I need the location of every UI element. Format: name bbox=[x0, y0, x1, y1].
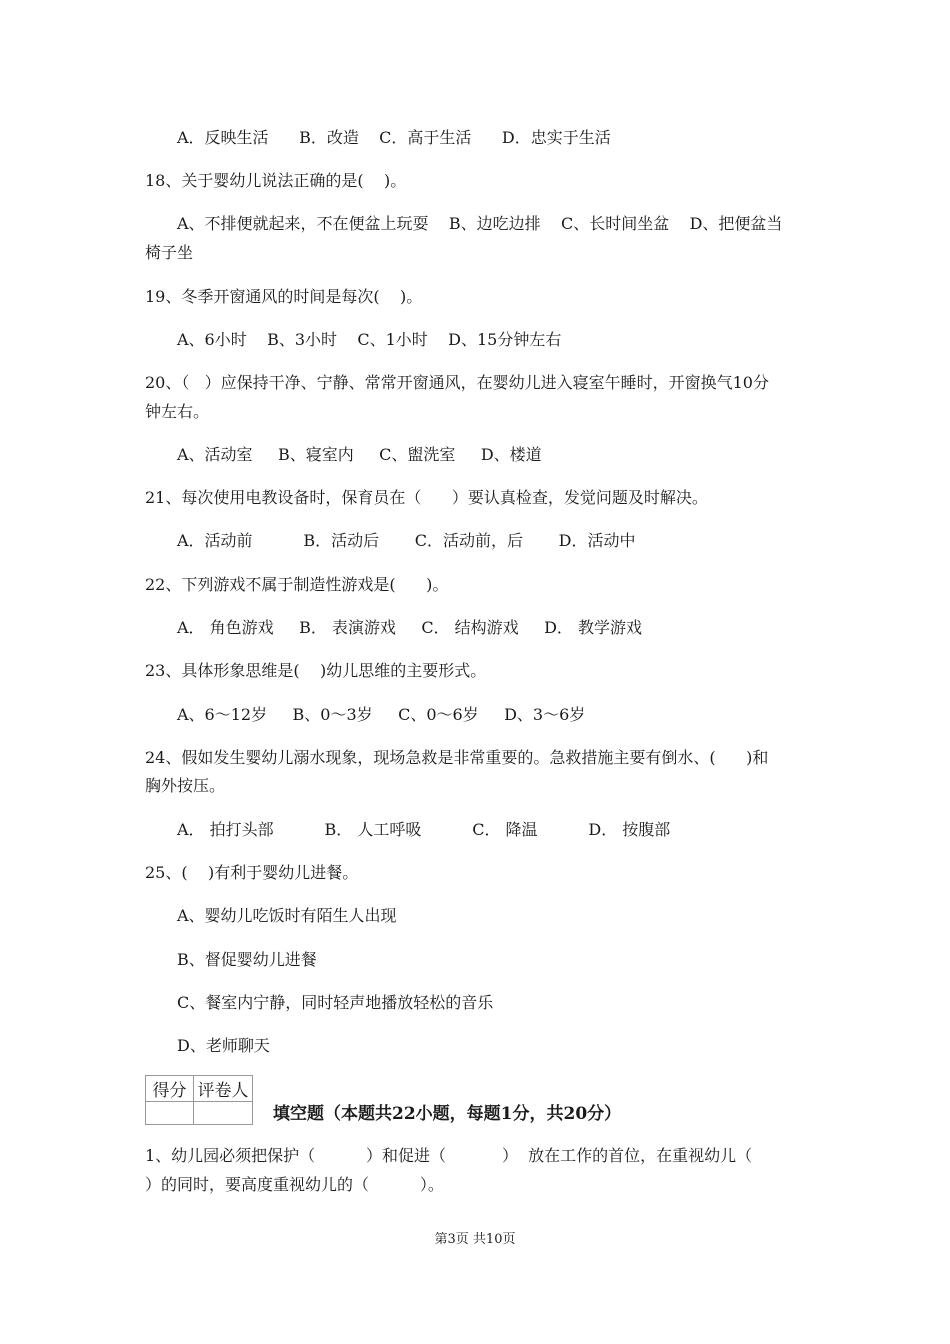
question-24: 24、假如发生婴幼儿溺水现象，现场急救是非常重要的。急救措施主要有倒水、( )和 bbox=[145, 748, 769, 767]
fill-question-1-cont: ）的同时，要高度重视幼儿的（ ）。 bbox=[145, 1175, 444, 1194]
option-line-21: A．活动前 B．活动后 C．活动前，后 D．活动中 bbox=[177, 531, 636, 550]
fill-question-1: 1、幼儿园必须把保护（ ）和促进（ ） 放在工作的首位，在重视幼儿（ bbox=[145, 1146, 753, 1165]
option-25-a: A、婴幼儿吃饭时有陌生人出现 bbox=[177, 906, 397, 925]
option-line-18-cont: 椅子坐 bbox=[145, 243, 194, 262]
option-line-20: A、活动室 B、寝室内 C、盥洗室 D、楼道 bbox=[177, 445, 542, 464]
option-line-19: A、6小时 B、3小时 C、1小时 D、15分钟左右 bbox=[177, 330, 562, 349]
grade-table bbox=[145, 1075, 253, 1125]
question-20: 20、（ ）应保持干净、宁静、常常开窗通风，在婴幼儿进入寝室午睡时，开窗换气10分 bbox=[145, 373, 769, 392]
section-title: 填空题（本题共22小题，每题1分，共20分） bbox=[273, 1104, 622, 1124]
grade-header-score: 得分 bbox=[146, 1076, 194, 1102]
grade-cell-grader bbox=[194, 1102, 253, 1125]
option-25-d: D、老师聊天 bbox=[177, 1036, 270, 1055]
option-25-c: C、餐室内宁静，同时轻声地播放轻松的音乐 bbox=[177, 993, 494, 1012]
question-22: 22、下列游戏不属于制造性游戏是( )。 bbox=[145, 575, 449, 594]
option-line-24: A． 拍打头部 B． 人工呼吸 C． 降温 D． 按腹部 bbox=[177, 820, 671, 839]
question-23: 23、具体形象思维是( )幼儿思维的主要形式。 bbox=[145, 661, 487, 680]
option-line-23: A、6～12岁 B、0～3岁 C、0～6岁 D、3～6岁 bbox=[177, 705, 586, 724]
question-24-cont: 胸外按压。 bbox=[145, 776, 226, 795]
question-19: 19、冬季开窗通风的时间是每次( )。 bbox=[145, 287, 423, 306]
grade-header-grader: 评卷人 bbox=[194, 1076, 253, 1102]
page-footer: 第3页 共10页 bbox=[434, 1232, 516, 1247]
option-line-18: A、不排便就起来，不在便盆上玩耍 B、边吃边排 C、长时间坐盆 D、把便盆当 bbox=[177, 214, 783, 233]
option-line-17: A．反映生活 B．改造 C．高于生活 D．忠实于生活 bbox=[177, 128, 611, 147]
question-21: 21、每次使用电教设备时，保育员在（ ）要认真检查，发觉问题及时解决。 bbox=[145, 488, 708, 507]
option-line-22: A． 角色游戏 B． 表演游戏 C． 结构游戏 D． 教学游戏 bbox=[177, 618, 643, 637]
question-18: 18、关于婴幼儿说法正确的是( )。 bbox=[145, 171, 407, 190]
question-20-cont: 钟左右。 bbox=[145, 402, 210, 421]
grade-cell-score bbox=[146, 1102, 194, 1125]
option-25-b: B、督促婴幼儿进餐 bbox=[177, 950, 317, 969]
question-25: 25、( )有利于婴幼儿进餐。 bbox=[145, 863, 359, 882]
